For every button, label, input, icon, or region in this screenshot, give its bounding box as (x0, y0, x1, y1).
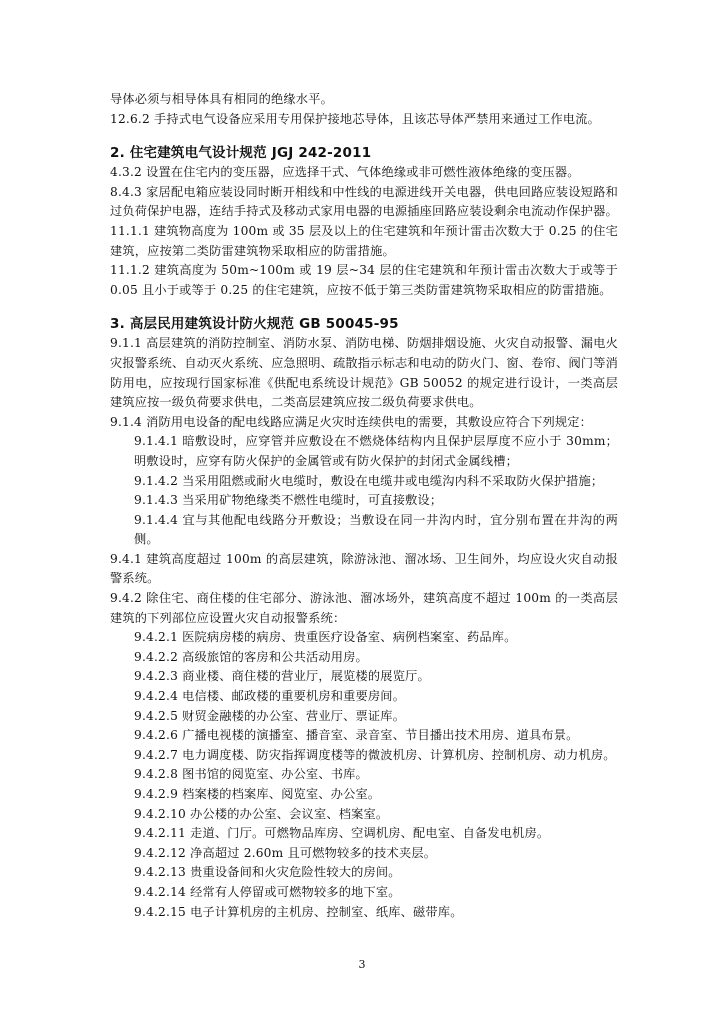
sub-clause: 9.1.4.4 宜与其他配电线路分开敷设；当敷设在同一井沟内时，宜分别布置在井沟的两侧。 (134, 512, 618, 547)
list-item: 9.4.2.3 商业楼、商住楼的营业厅，展览楼的展览厅。 (134, 669, 430, 684)
section-heading: 3. 高层民用建筑设计防火规范 GB 50045-95 (110, 316, 399, 333)
section-heading: 2. 住宅建筑电气设计规范 JGJ 242-2011 (110, 145, 372, 162)
document-page (110, 90, 618, 922)
list-item: 9.4.2.14 经常有人停留或可燃物较多的地下室。 (134, 884, 401, 899)
paragraph: 12.6.2 手持式电气设备应采用专用保护接地芯导体，且该芯导体严禁用来通过工作电流。 (110, 111, 600, 126)
page-number: 3 (358, 958, 366, 971)
list-item: 9.4.2.2 高级旅馆的客房和公共活动用房。 (134, 649, 368, 664)
list-item: 9.4.2.11 走道、门厅。可燃物品库房、空调机房、配电室、自备发电机房。 (134, 826, 550, 841)
list-item: 9.4.2.10 办公楼的办公室、会议室、档案室。 (134, 806, 389, 821)
list-item: 9.4.2.12 净高超过 2.60m 且可燃物较多的技术夹层。 (134, 845, 437, 860)
sub-clause: 9.1.4.1 暗敷设时，应穿管并应敷设在不燃烧体结构内且保护层厚度不应小于 30mm；明敷设时，应穿有防火保护的金属管或有防火保护的封闭式金属线槽； (134, 434, 618, 468)
paragraph: 9.1.1 高层建筑的消防控制室、消防水泵、消防电梯、防烟排烟设施、火灾自动报警、漏电火灾报警系统、自动灭火系统、应急照明、疏散指示标志和电动的防火门、窗、卷帘、阀门等消防用电，应按现行国家标准《供配电系统设计规范》GB 50052 的规定进行设计，一类高层建筑应按一级负荷要求供电，二类高层建筑应按二级负荷要求供电。 (110, 336, 618, 410)
sub-clause: 9.1.4.2 当采用阻燃或耐火电缆时，敷设在电缆井或电缆沟内科不采取防火保护措施； (134, 473, 604, 488)
paragraph: 导体必须与相导体具有相同的绝缘水平。 (110, 92, 333, 106)
list-item: 9.4.2.8 图书馆的阅览室、办公室、书库。 (134, 767, 368, 782)
paragraph: 8.4.3 家居配电箱应装设同时断开相线和中性线的电源进线开关电器，供电回路应装设短路和过负荷保护电器，连结手持式及移动式家用电器的电源插座回路应装设剩余电流动作保护器。 (110, 184, 618, 219)
list-item: 9.4.2.7 电力调度楼、防灾指挥调度楼等的微波机房、计算机房、控制机房、动力机房。 (134, 747, 616, 762)
paragraph: 9.4.1 建筑高度超过 100m 的高层建筑，除游泳池、溜冰场、卫生间外，均应设火灾自动报警系统。 (110, 551, 618, 586)
list-item: 9.4.2.13 贵重设备间和火灾危险性较大的房间。 (134, 865, 401, 880)
list-item: 9.4.2.6 广播电视楼的演播室、播音室、录音室、节目播出技术用房、道具布景。 (134, 728, 579, 743)
list-item: 9.4.2.15 电子计算机房的主机房、控制室、纸库、磁带库。 (134, 904, 463, 919)
list-item: 9.4.2.4 电信楼、邮政楼的重要机房和重要房间。 (134, 689, 406, 704)
paragraph: 4.3.2 设置在住宅内的变压器，应选择干式、气体绝缘或非可燃性液体绝缘的变压器。 (110, 165, 580, 180)
paragraph: 11.1.1 建筑物高度为 100m 或 35 层及以上的住宅建筑和年预计雷击次数大于 0.25 的住宅建筑，应按第二类防雷建筑物采取相应的防雷措施。 (110, 223, 618, 258)
list-item: 9.4.2.5 财贸金融楼的办公室、营业厅、票证库。 (134, 708, 406, 723)
list-item: 9.4.2.1 医院病房楼的病房、贵重医疗设备室、病例档案室、药品库。 (134, 630, 517, 645)
sub-clause: 9.1.4.3 当采用矿物绝缘类不燃性电缆时，可直接敷设； (134, 493, 443, 508)
paragraph: 9.4.2 除住宅、商住楼的住宅部分、游泳池、溜冰场外，建筑高度不超过 100m 的一类高层建筑的下列部位应设置火灾自动报警系统： (110, 591, 618, 625)
paragraph: 11.1.2 建筑高度为 50m~100m 或 19 层~34 层的住宅建筑和年预计雷击次数大于或等于 0.05 且小于或等于 0.25 的住宅建筑，应按不低于第三类防雷建筑物采取相应的防雷措施。 (110, 263, 618, 297)
list-item: 9.4.2.9 档案楼的档案库、阅览室、办公室。 (134, 787, 381, 801)
paragraph: 9.1.4 消防用电设备的配电线路应满足火灾时连续供电的需要，其敷设应符合下列规定： (110, 414, 593, 429)
